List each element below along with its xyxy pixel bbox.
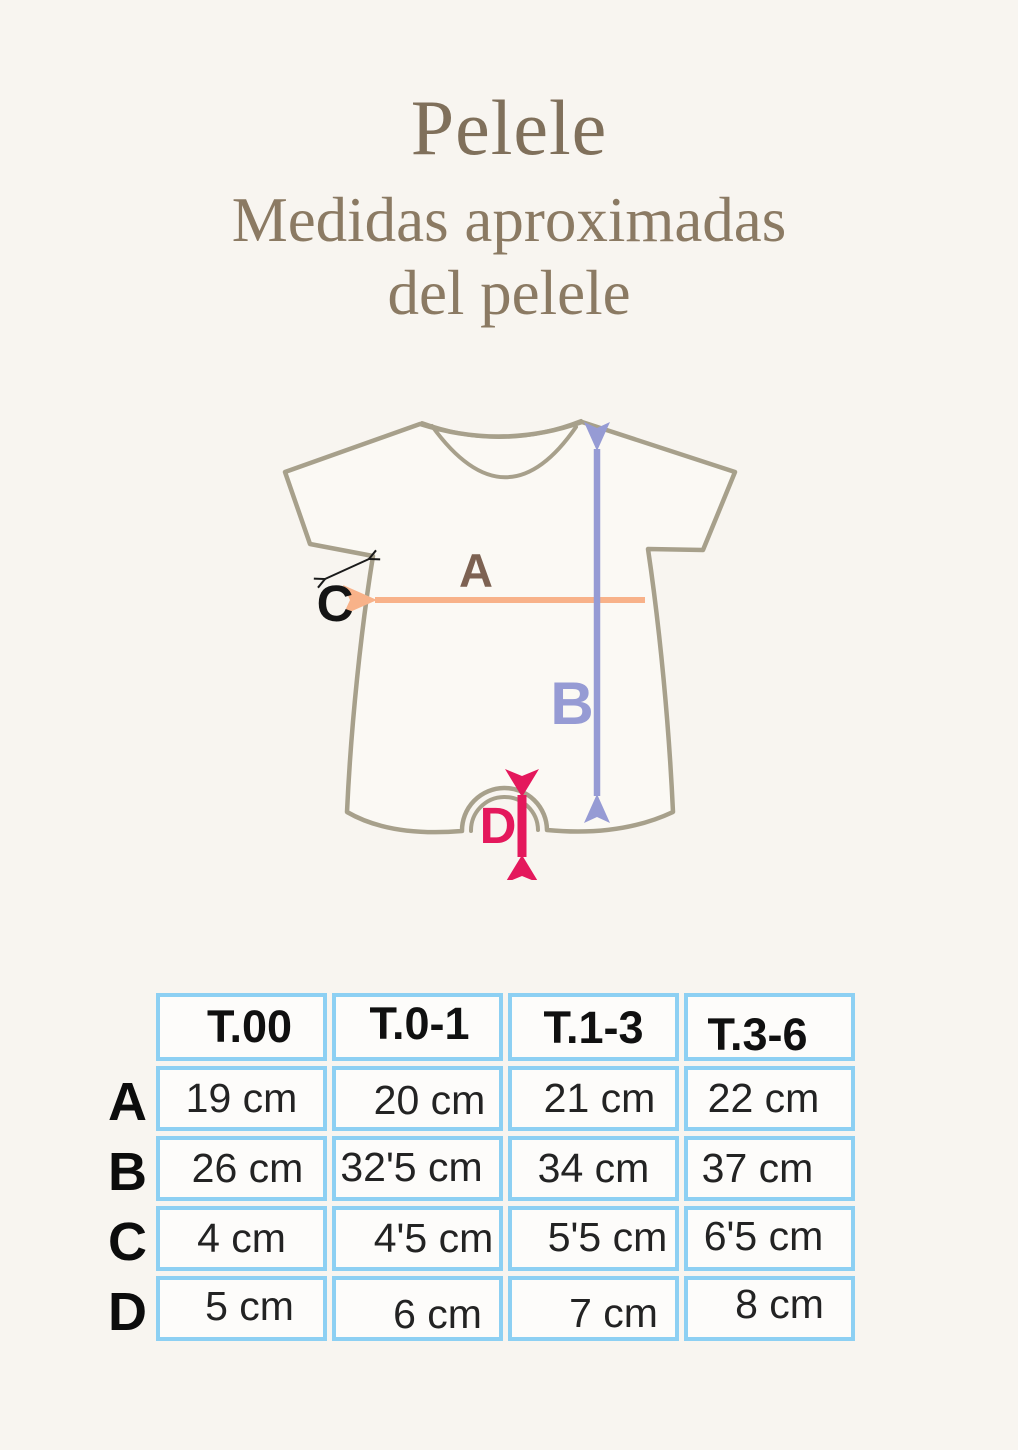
cell-a-t1-3: 21 cm (508, 1066, 679, 1131)
measure-label-a: A (459, 544, 493, 597)
cell-d-t0-1: 6 cm (332, 1276, 503, 1341)
column-header-t0-1: T.0-1 (332, 993, 503, 1061)
page-title: Pelele (410, 84, 608, 171)
size-table-header-row (101, 993, 855, 1061)
cell-b-t3-6: 37 cm (684, 1136, 855, 1201)
cell-b-t00: 26 cm (156, 1136, 327, 1201)
row-label-b: B (108, 1141, 147, 1202)
table-row-c (101, 1206, 855, 1271)
cell-c-t3-6: 6'5 cm (684, 1206, 855, 1271)
page-subtitle (0, 184, 1018, 330)
measure-label-d: D (479, 797, 517, 854)
cell-d-t00: 5 cm (156, 1276, 327, 1341)
cell-c-t1-3: 5'5 cm (508, 1206, 679, 1271)
size-table (96, 988, 860, 1346)
table-row-a (101, 1066, 855, 1131)
cell-c-t00: 4 cm (156, 1206, 327, 1271)
cell-b-t0-1: 32'5 cm (332, 1136, 503, 1201)
cell-a-t00: 19 cm (156, 1066, 327, 1131)
cell-d-t3-6: 8 cm (684, 1276, 855, 1341)
table-row-d (101, 1276, 855, 1341)
romper-measurement-diagram (270, 395, 750, 880)
row-label-c: C (108, 1211, 147, 1272)
column-header-t00: T.00 (156, 993, 327, 1061)
subtitle-line-2: del pelele (387, 258, 631, 328)
cell-a-t3-6: 22 cm (684, 1066, 855, 1131)
cell-a-t0-1: 20 cm (332, 1066, 503, 1131)
cell-d-t1-3: 7 cm (508, 1276, 679, 1341)
measure-label-c: C (316, 575, 354, 632)
table-row-b (101, 1136, 855, 1201)
column-header-t1-3: T.1-3 (508, 993, 679, 1061)
column-header-t3-6: T.3-6 (684, 993, 855, 1061)
subtitle-line-1: Medidas aproximadas (231, 185, 787, 255)
cell-c-t0-1: 4'5 cm (332, 1206, 503, 1271)
measure-label-b: B (550, 670, 594, 737)
row-label-d: D (108, 1281, 147, 1342)
cell-b-t1-3: 34 cm (508, 1136, 679, 1201)
row-label-a: A (108, 1071, 147, 1132)
header (0, 86, 1018, 330)
corner-cell (101, 993, 151, 1061)
